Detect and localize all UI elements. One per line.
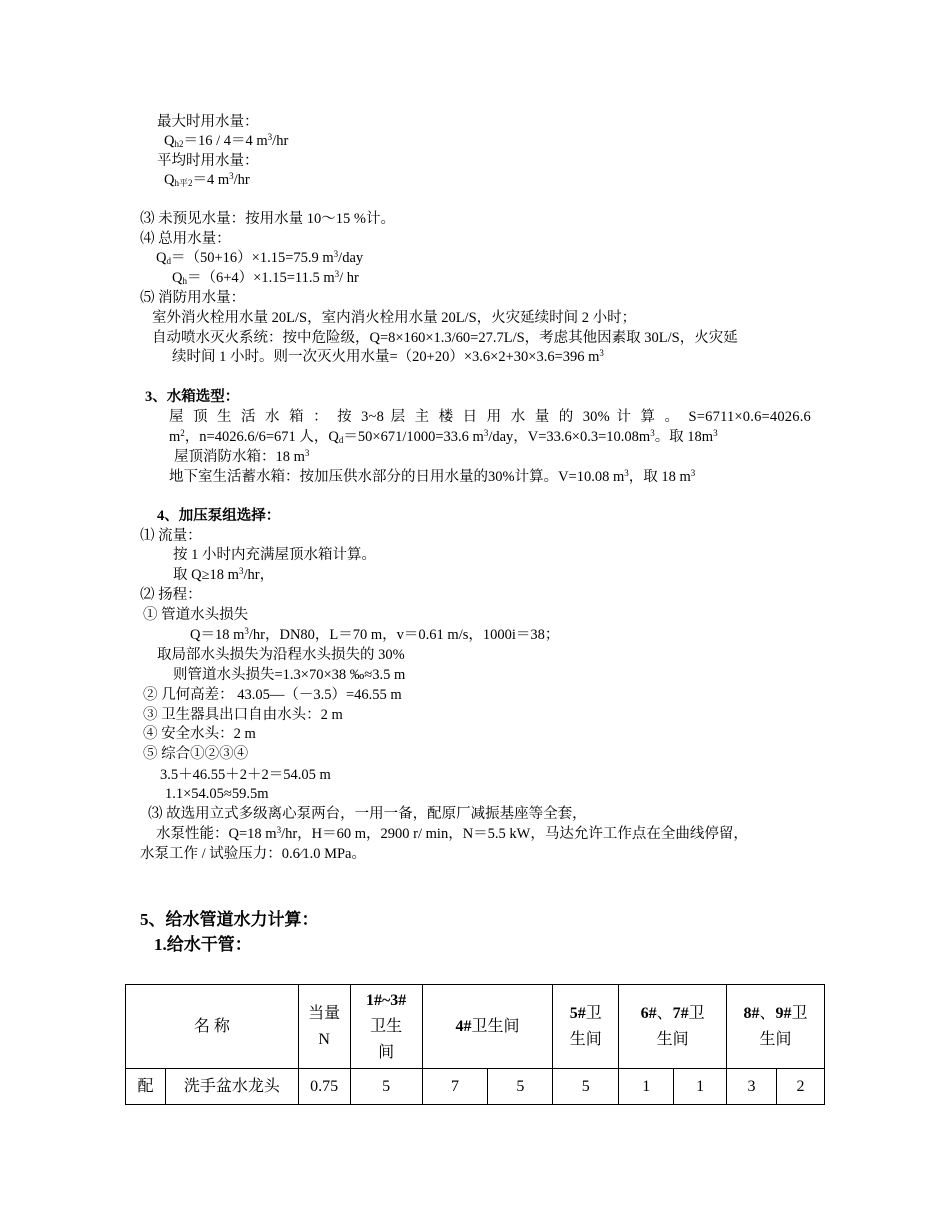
header-name: 名 称 xyxy=(126,985,299,1069)
text-line: ⑤ 综合①②③④ xyxy=(143,746,249,762)
text-line: ① 管道水头损失 xyxy=(143,607,249,623)
text-line: 地下室生活蓄水箱：按加压供水部分的日用水量的30%计算。V=10.08 $m^3$，取 18 $m^3$ xyxy=(169,468,696,485)
formula-line: $Q_d=(50+16)\times 1.15=75.9$ $m^3$/day xyxy=(156,249,364,266)
header-col3: 5#卫 生间 xyxy=(553,985,619,1069)
text-line: ⑷ 总用水量： xyxy=(140,231,231,247)
header-equiv: 当量 N xyxy=(298,985,350,1069)
text-line: 按 1 小时内充满屋顶水箱计算。 xyxy=(173,547,376,563)
row-cell: 2 xyxy=(777,1069,825,1105)
row-name: 洗手盆水龙头 xyxy=(165,1069,298,1105)
text-line: 最大时用水量： xyxy=(157,114,259,130)
text-line: 则管道水头损失=1.3×70×38 ‰≈3.5 m xyxy=(173,667,406,683)
text-line: Q＝18 $m^3/hr$，DN80，L＝70 m，v＝0.61 m/s，1000i＝38； xyxy=(190,626,560,643)
formula-line: $Q_{h2}=16 / 4=4$ $m^3/hr$ xyxy=(164,132,289,149)
row-cell: 1 xyxy=(674,1069,727,1105)
subsection-heading: 1.给水干管： xyxy=(154,935,252,954)
text-line: ⑶ 未预见水量：按用水量 10～15 %计。 xyxy=(140,211,395,227)
text-line: 水泵工作 / 试验压力：0.6⁄1.0 MPa。 xyxy=(140,846,366,862)
text-line: 平均时用水量： xyxy=(157,153,259,169)
text-line: 自动喷水灭火系统：按中危险级，Q=8×160×1.3/60=27.7L/S，考虑其他因素取 30L/S，火灾延 xyxy=(152,330,738,346)
text-line: ② 几何高差： 43.05—（－3.5）=46.55 m xyxy=(143,687,402,703)
header-col5: 8#、9#卫 生间 xyxy=(727,985,825,1069)
fixture-table xyxy=(125,984,825,1105)
text-line: 1.1×54.05≈59.5m xyxy=(165,786,269,802)
section-heading: 5、给水管道水力计算： xyxy=(140,910,319,929)
text-line: 取局部水头损失为沿程水头损失的 30% xyxy=(157,647,405,663)
table-row xyxy=(126,1069,825,1105)
text-line: ④ 安全水头：2 m xyxy=(143,726,256,742)
formula-line: $Q_{h平2}=4$ $m^3/hr$ xyxy=(164,171,250,188)
header-col1: 1#~3# 卫生 间 xyxy=(350,985,422,1069)
row-group: 配 xyxy=(126,1069,166,1105)
text-line: ⑵ 扬程： xyxy=(140,587,202,603)
text-line: 3.5＋46.55＋2＋2＝54.05 m xyxy=(160,767,331,783)
row-cell: 5 xyxy=(350,1069,422,1105)
row-cell: 3 xyxy=(727,1069,777,1105)
text-line: ⑶ 故选用立式多级离心泵两台，一用一备，配原厂减振基座等全套， xyxy=(148,806,587,822)
text-line: 屋 顶 生 活 水 箱 ： 按 3~8 层 主 楼 日 用 水 量 的 30% 计 算 。 S=6711×0.6=4026.6 xyxy=(169,409,811,425)
text-line: ⑸ 消防用水量： xyxy=(140,290,246,306)
formula-line: $Q_h=(6+4)\times 1.15=11.5$ $m^3/$ hr xyxy=(172,269,359,286)
text-line: 屋顶消防水箱：18 $m^3$ xyxy=(174,448,310,465)
text-line: 续时间 1 小时。则一次灭火用水量=（20+20）×3.6×2+30×3.6=396 $m^3$ xyxy=(172,348,604,365)
row-cell: 1 xyxy=(619,1069,674,1105)
header-col2: 4#卫生间 xyxy=(422,985,553,1069)
row-equiv: 0.75 xyxy=(298,1069,350,1105)
header-col4: 6#、7#卫 生间 xyxy=(619,985,727,1069)
text-line: ③ 卫生器具出口自由水头：2 m xyxy=(143,707,343,723)
table-header-row xyxy=(126,985,825,1069)
section-heading: 3、水箱选型： xyxy=(145,389,240,405)
row-cell: 7 xyxy=(422,1069,488,1105)
text-line: ⑴ 流量： xyxy=(140,528,202,544)
row-cell: 5 xyxy=(488,1069,553,1105)
row-cell: 5 xyxy=(553,1069,619,1105)
text-line: 取 Q≥18 $m^3/hr$， xyxy=(173,566,275,583)
text-line: $m^2$，n=4026.6/6=671 人，$Q_d=50\times 671/1000=33.6$ $m^3$/day，$V=33.6\times 0.3=10.08m^3$。取 $18m^3$ xyxy=(169,428,718,445)
text-line: 水泵性能：Q=18 $m^3/hr$，H＝60 m，2900 r/ min，N＝5.5 kW，马达允许工作点在全曲线停留， xyxy=(156,825,748,842)
text-line: 室外消火栓用水量 20L/S，室内消火栓用水量 20L/S，火灾延续时间 2 小时； xyxy=(152,310,637,326)
section-heading: 4、加压泵组选择： xyxy=(157,508,281,524)
